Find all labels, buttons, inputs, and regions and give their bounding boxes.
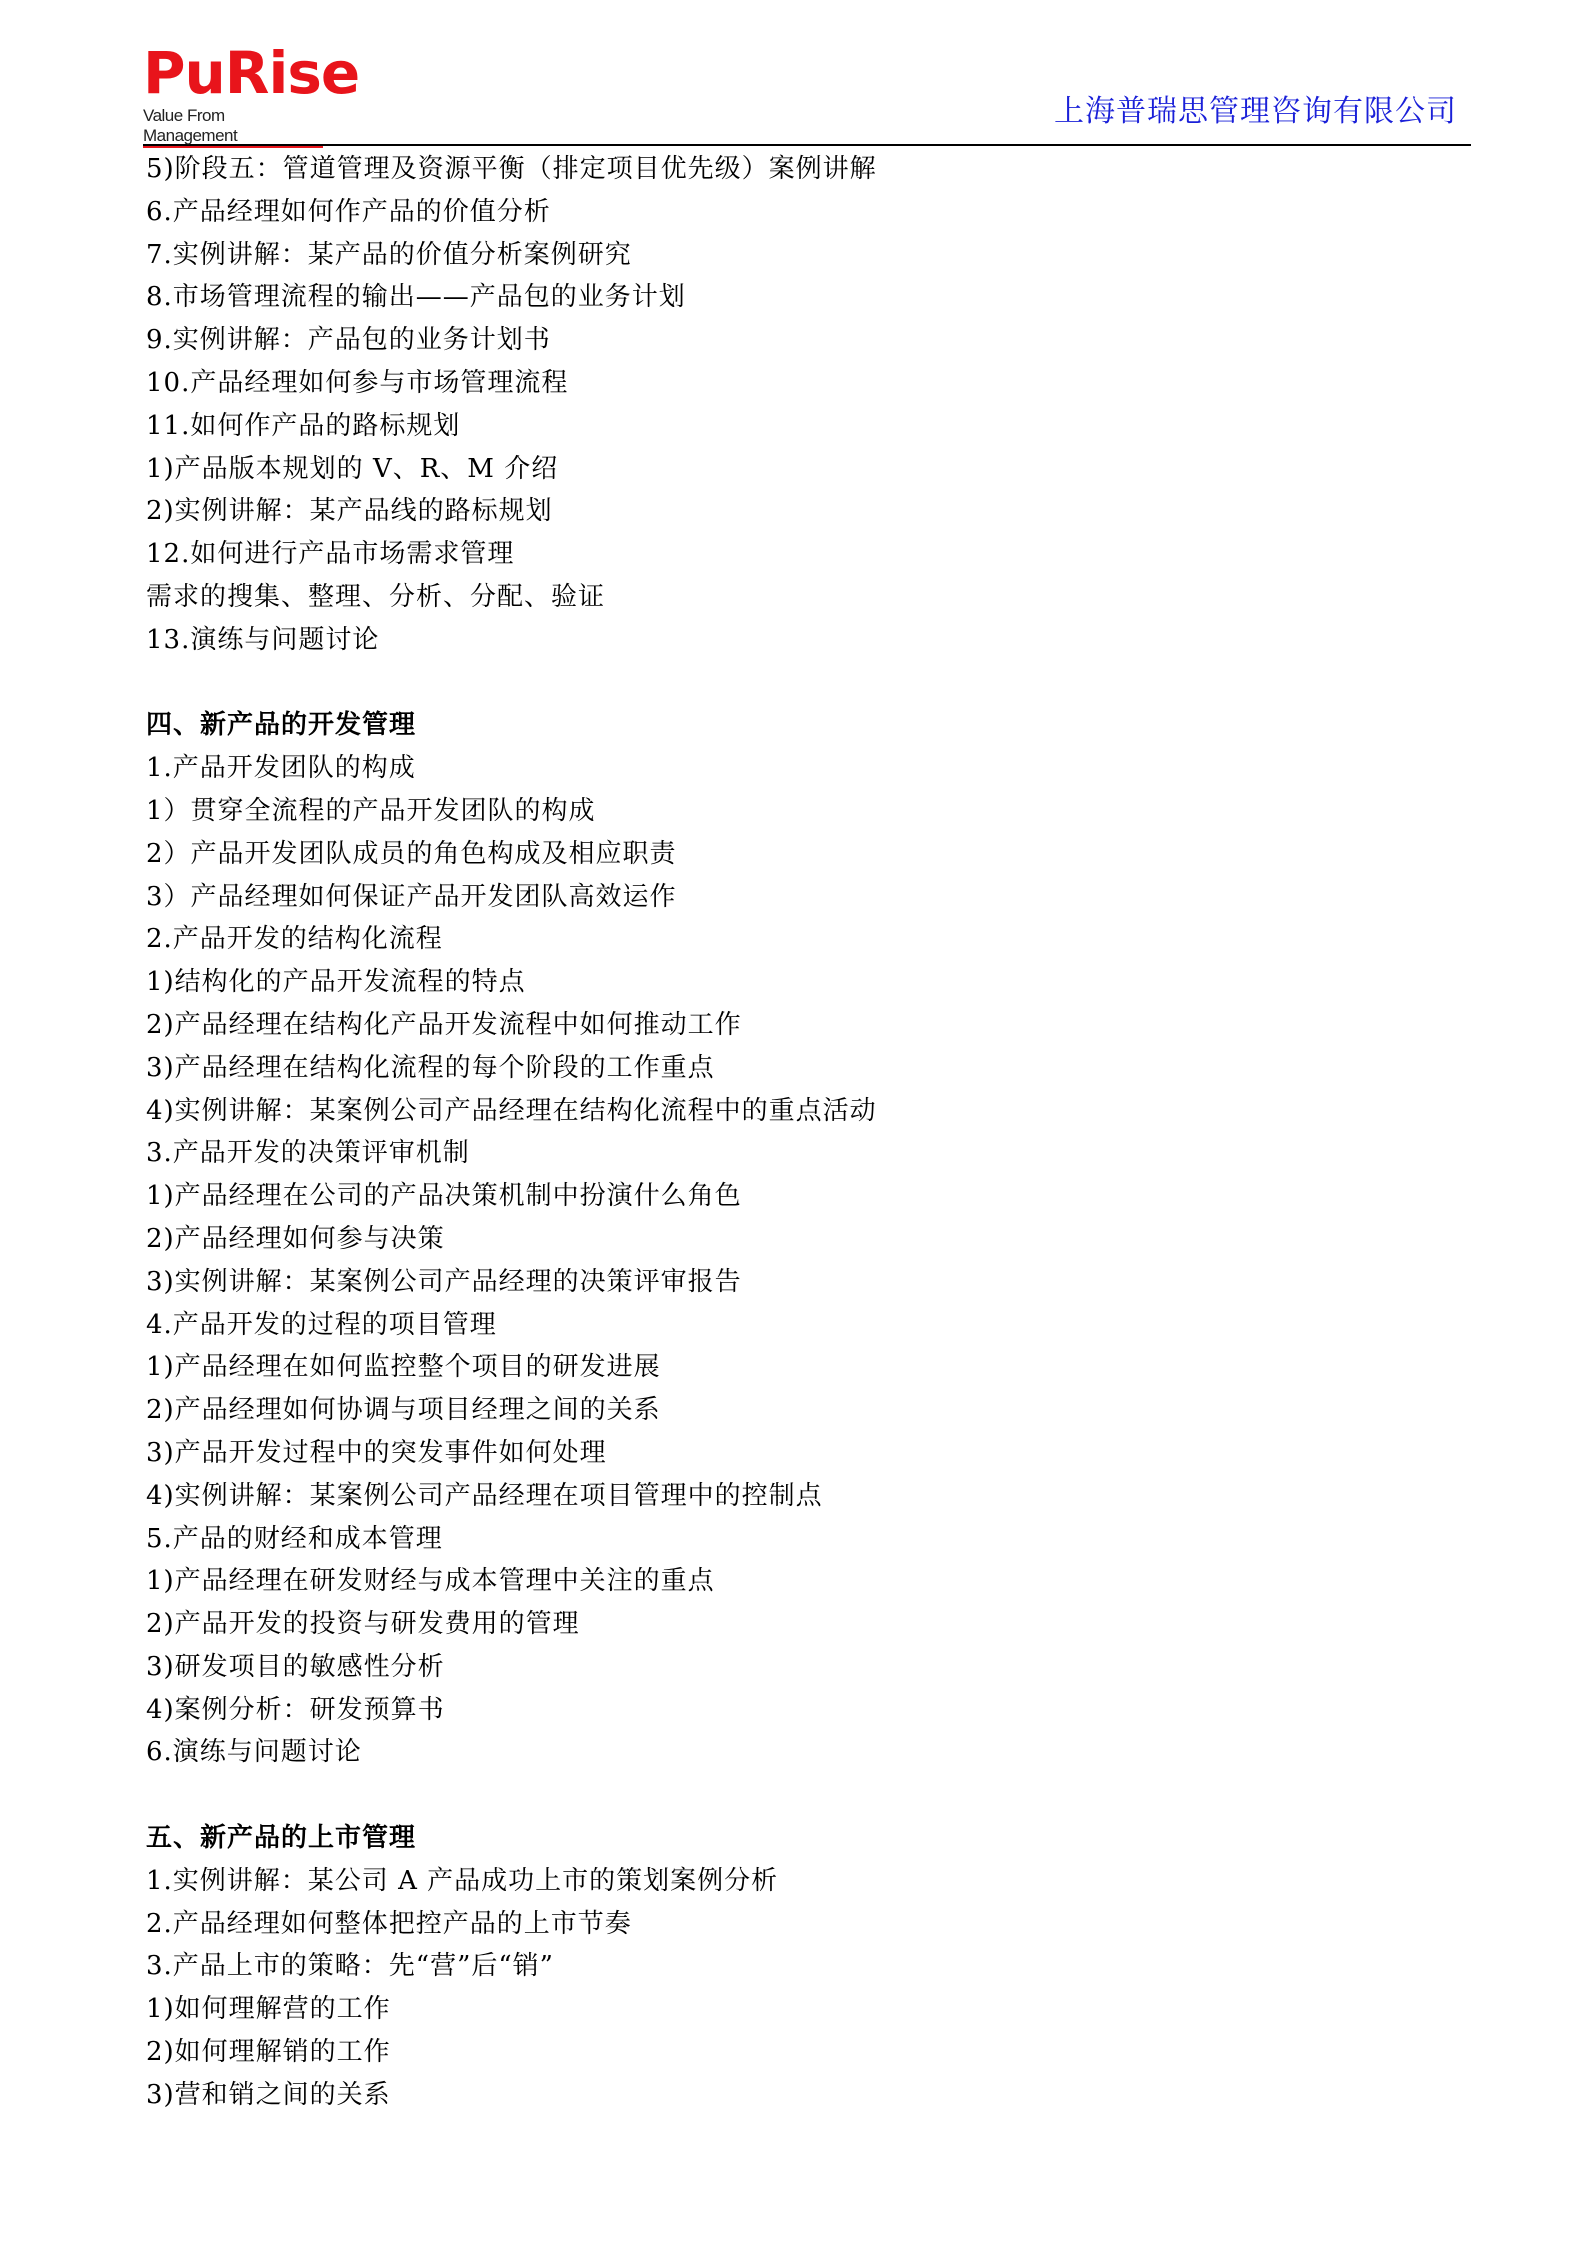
outline-item: 1）贯穿全流程的产品开发团队的构成 (146, 795, 596, 826)
blank-line (146, 1774, 1446, 1817)
logo-tagline: Value From Management (143, 106, 323, 148)
outline-item: 1.产品开发团队的构成 (146, 753, 416, 784)
outline-item: 需求的搜集、整理、分析、分配、验证 (146, 581, 606, 612)
outline-item: 6.产品经理如何作产品的价值分析 (146, 196, 551, 227)
outline-item: 3）产品经理如何保证产品开发团队高效运作 (146, 881, 677, 912)
outline-item: 7.实例讲解：某产品的价值分析案例研究 (146, 239, 632, 270)
outline-item: 3)产品经理在结构化流程的每个阶段的工作重点 (146, 1052, 715, 1083)
outline-item: 2.产品经理如何整体把控产品的上市节奏 (146, 1908, 632, 1939)
outline-item: 2)产品经理如何协调与项目经理之间的关系 (146, 1395, 661, 1426)
document-body (146, 148, 1446, 2117)
blank-line (146, 662, 1446, 705)
outline-item: 3)研发项目的敏感性分析 (146, 1651, 445, 1682)
outline-item: 3)营和销之间的关系 (146, 2079, 391, 2110)
outline-item: 3.产品上市的策略：先“营”后“销” (146, 1951, 554, 1982)
outline-item: 1)产品经理在公司的产品决策机制中扮演什么角色 (146, 1181, 742, 1212)
outline-item: 3)实例讲解：某案例公司产品经理的决策评审报告 (146, 1266, 742, 1297)
outline-item: 5)阶段五：管道管理及资源平衡（排定项目优先级）案例讲解 (146, 154, 877, 184)
outline-item: 11.如何作产品的路标规划 (146, 410, 461, 441)
outline-item: 2.产品开发的结构化流程 (146, 924, 443, 955)
logo-wordmark: PuRise (143, 39, 360, 107)
section-heading: 四、新产品的开发管理 (146, 710, 417, 741)
outline-item: 10.产品经理如何参与市场管理流程 (146, 367, 569, 398)
purise-logo (143, 39, 360, 148)
outline-item: 1)产品版本规划的 V、R、M 介绍 (146, 453, 559, 484)
outline-item: 2)产品经理如何参与决策 (146, 1223, 445, 1254)
outline-item: 4)案例分析：研发预算书 (146, 1694, 445, 1725)
outline-item: 9.实例讲解：产品包的业务计划书 (146, 325, 551, 356)
outline-item: 4)实例讲解：某案例公司产品经理在项目管理中的控制点 (146, 1480, 823, 1511)
outline-item: 13.演练与问题讨论 (146, 624, 380, 655)
outline-item: 2)如何理解销的工作 (146, 2037, 391, 2068)
outline-item: 1)结构化的产品开发流程的特点 (146, 967, 526, 998)
page-header (143, 38, 1471, 146)
outline-item: 2)实例讲解：某产品线的路标规划 (146, 496, 553, 527)
outline-item: 3)产品开发过程中的突发事件如何处理 (146, 1437, 607, 1468)
outline-item: 2)产品经理在结构化产品开发流程中如何推动工作 (146, 1009, 742, 1040)
outline-item: 8.市场管理流程的输出——产品包的业务计划 (146, 282, 686, 313)
outline-item: 1)产品经理在研发财经与成本管理中关注的重点 (146, 1566, 715, 1597)
outline-item: 12.如何进行产品市场需求管理 (146, 539, 515, 570)
outline-item: 4.产品开发的过程的项目管理 (146, 1309, 497, 1340)
outline-item: 1)产品经理在如何监控整个项目的研发进展 (146, 1352, 661, 1383)
company-name: 上海普瑞思管理咨询有限公司 (1054, 94, 1457, 129)
outline-item: 3.产品开发的决策评审机制 (146, 1138, 470, 1169)
outline-item: 2）产品开发团队成员的角色构成及相应职责 (146, 838, 677, 869)
outline-item: 4)实例讲解：某案例公司产品经理在结构化流程中的重点活动 (146, 1095, 877, 1126)
outline-item: 5.产品的财经和成本管理 (146, 1523, 443, 1554)
outline-item: 1.实例讲解：某公司 A 产品成功上市的策划案例分析 (146, 1865, 779, 1896)
outline-item: 6.演练与问题讨论 (146, 1737, 362, 1768)
outline-item: 2)产品开发的投资与研发费用的管理 (146, 1609, 580, 1640)
section-heading: 五、新产品的上市管理 (146, 1823, 417, 1854)
outline-item: 1)如何理解营的工作 (146, 1994, 391, 2025)
